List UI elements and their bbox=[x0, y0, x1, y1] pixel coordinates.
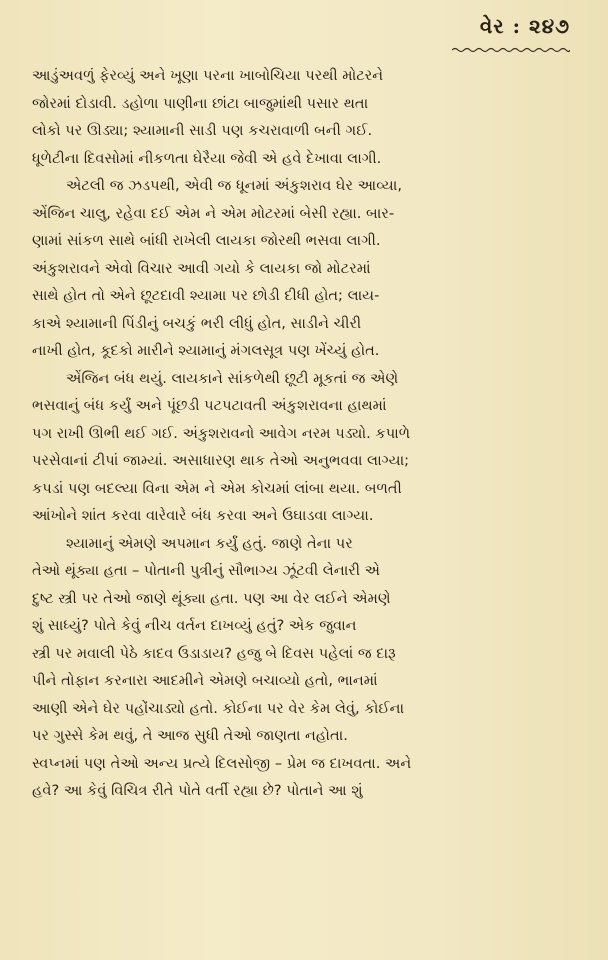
text-line: નાખી હોત, કૂદકો મારીને શ્યામાનું મંગલસૂત્ર પણ ખેંચ્યું હોત. bbox=[32, 342, 380, 359]
text-line: શું સાધ્યું? પોતે કેવું નીચ વર્તન દાખવ્યું હતું? એક જુવાન bbox=[32, 617, 357, 634]
text-line: કપડાં પણ બદલ્યા વિના એમ ને એમ કોચમાં લાંબા થયા. બળતી bbox=[32, 479, 402, 497]
text-line: પગ રાખી ઊભી થઈ ગઈ. અંકુશરાવનો આવેગ નરમ પડ્યો. કપાળે bbox=[32, 424, 411, 442]
paragraph bbox=[32, 172, 580, 365]
text-line: એંજિન બંધ થયું. લાયકાને સાંકળેથી છૂટી મૂકતાં જ એણે bbox=[66, 369, 399, 387]
text-line: ણામાં સાંકળ સાથે બાંધી રાખેલી લાયકા જોરથી ભસવા લાગી. bbox=[32, 232, 381, 249]
text-line: ભસવાનું બંધ કર્યું અને પૂંછડી પટપટાવતી અંકુશરાવના હાથમાં bbox=[32, 397, 387, 414]
text-line: એંજિન ચાલુ, રહેવા દઈ એમ ને એમ મોટરમાં બેસી રહ્યા. બાર- bbox=[32, 204, 395, 222]
text-line: પીને તોફાન કરનારા આદમીને એમણે બચાવ્યો હતો, ભાનમાં bbox=[32, 672, 378, 689]
text-line: લોકો પર ઊડ્યા; શ્યામાની સાડી પણ કચરાવાળી બની ગઈ. bbox=[32, 122, 373, 139]
text-line: હવે? આ કેવું વિચિત્ર રીતે પોતે વર્તી રહ્યા છે? પોતાને આ શું bbox=[32, 782, 363, 799]
text-line: દુષ્ટ સ્ત્રી પર તેઓ જાણે થૂંક્યા હતા. પણ આ વેર લઈને એમણે bbox=[32, 589, 391, 607]
text-line: જોરમાં દોડાવી. ડહોળા પાણીના છાંટા બાજુમાંથી પસાર થતા bbox=[32, 94, 369, 112]
paragraph bbox=[32, 365, 580, 530]
text-line: તેઓ થૂંક્યા હતા – પોતાની પુત્રીનું સૌભાગ્ય ઝૂંટવી લેનારી એ bbox=[32, 562, 381, 579]
text-line: એટલી જ ઝડપથી, એવી જ ધૂનમાં અંકુશરાવ ઘેર આવ્યા, bbox=[66, 177, 402, 194]
text-line: ધૂળેટીના દિવસોમાં નીકળતા ઘેરૈયા જેવી એ હવે દેખાવા લાગી. bbox=[32, 149, 382, 167]
text-line: પરસેવાનાં ટીપાં જામ્યાં. અસાધારણ થાક તેઓ અનુભવવા લાગ્યા; bbox=[32, 452, 410, 469]
text-line: કાએ શ્યામાની પિંડીનું બચકું ભરી લીધું હોત, સાડીને ચીરી bbox=[32, 314, 362, 332]
running-head: વેર : ૨૪૭ bbox=[479, 14, 570, 38]
paragraph bbox=[32, 530, 580, 805]
decorative-wavy-rule bbox=[452, 47, 570, 53]
paragraph bbox=[32, 62, 580, 172]
text-line: સ્ત્રી પર મવાલી પેઠે કાદવ ઉડાડાય? હજુ બે દિવસ પહેલાં જ દારૂ bbox=[32, 644, 396, 662]
text-line: સાથે હોત તો એને છૂટદાવી શ્યામા પર છોડી દીધી હોત; લાય- bbox=[32, 287, 380, 304]
text-line: સ્વપ્નમાં પણ તેઓ અન્ય પ્રત્યે દિલસોજી – પ્રેમ જ દાખવતા. અને bbox=[32, 754, 412, 772]
text-line: આણી એને ઘેર પહોંચાડ્યો હતો. કોઈના પર વેર કેમ લેવું, કોઈના bbox=[32, 699, 405, 717]
text-line: પર ગુસ્સે કેમ થવું, તે આજ સુધી તેઓ જાણતા નહોતા. bbox=[32, 727, 348, 744]
text-line: આંખોને શાંત કરવા વારેવારે બંધ કરવા અને ઉઘાડવા લાગ્યા. bbox=[32, 507, 374, 524]
text-line: આડુંઅવળું ફેરવ્યું અને ખૂણા પરના ખાબોચિયા પરથી મોટરને bbox=[32, 67, 384, 84]
text-line: શ્યામાનું એમણે અપમાન કર્યું હતું. જાણે તેના પર bbox=[66, 534, 353, 552]
body-text bbox=[32, 62, 580, 805]
text-line: અંકુશરાવને એવો વિચાર આવી ગયો કે લાયકા જો મોટરમાં bbox=[32, 259, 371, 277]
page-header bbox=[410, 14, 570, 57]
